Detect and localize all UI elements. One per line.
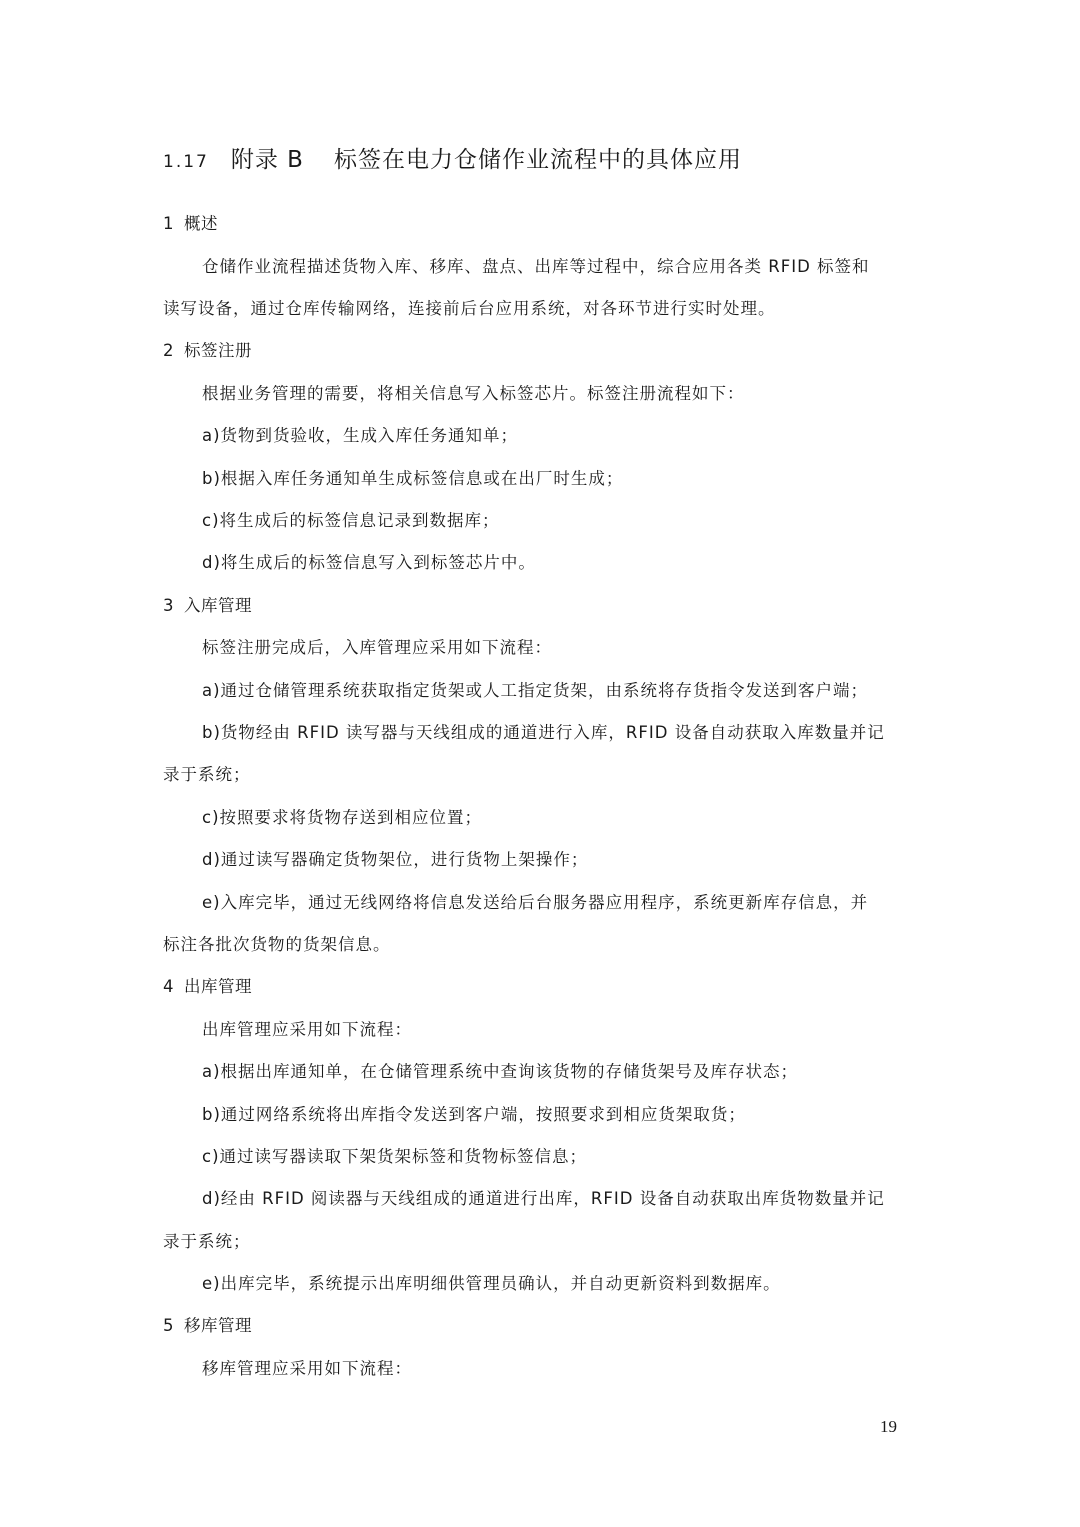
list-item: b)根据入库任务通知单生成标签信息或在出厂时生成； xyxy=(202,469,624,488)
section-number: 3 xyxy=(163,596,174,615)
section-title: 移库管理 xyxy=(184,1316,252,1335)
section-heading xyxy=(163,339,252,363)
list-item-continuation: 录于系统； xyxy=(163,765,251,784)
list-item: c)将生成后的标签信息记录到数据库； xyxy=(202,511,500,530)
list-item: d)将生成后的标签信息写入到标签芯片中。 xyxy=(202,553,536,572)
section-heading xyxy=(163,975,252,999)
list-item: b)通过网络系统将出库指令发送到客户端，按照要求到相应货架取货； xyxy=(202,1105,746,1124)
paragraph-line: 根据业务管理的需要，将相关信息写入标签芯片。标签注册流程如下： xyxy=(202,384,745,403)
list-item: c)通过读写器读取下架货架标签和货物标签信息； xyxy=(202,1147,588,1166)
list-item: a)根据出库通知单，在仓储管理系统中查询该货物的存储货架号及库存状态； xyxy=(202,1062,799,1081)
section-title: 概述 xyxy=(184,214,218,233)
section-heading xyxy=(163,212,218,236)
section-number: 2 xyxy=(163,341,174,360)
paragraph-line: 仓储作业流程描述货物入库、移库、盘点、出库等过程中，综合应用各类 RFID 标签和 xyxy=(202,257,870,276)
list-item: a)货物到货验收，生成入库任务通知单； xyxy=(202,426,519,445)
paragraph-line: 出库管理应采用如下流程： xyxy=(202,1020,412,1039)
paragraph-line: 读写设备，通过仓库传输网络，连接前后台应用系统，对各环节进行实时处理。 xyxy=(163,299,776,318)
chapter-title xyxy=(163,143,742,179)
list-item: b)货物经由 RFID 读写器与天线组成的通道进行入库，RFID 设备自动获取入库数量并记 xyxy=(202,723,885,742)
paragraph-line: 标签注册完成后，入库管理应采用如下流程： xyxy=(202,638,552,657)
section-number: 4 xyxy=(163,977,174,996)
appendix-label: 附录 B xyxy=(230,147,304,173)
list-item: a)通过仓储管理系统获取指定货架或人工指定货架，由系统将存货指令发送到客户端； xyxy=(202,681,869,700)
list-item: d)通过读写器确定货物架位，进行货物上架操作； xyxy=(202,850,589,869)
list-item: e)入库完毕，通过无线网络将信息发送给后台服务器应用程序，系统更新库存信息，并 xyxy=(202,893,869,912)
chapter-number: 1.17 xyxy=(163,152,209,172)
section-heading xyxy=(163,594,252,618)
section-title: 标签注册 xyxy=(184,341,252,360)
list-item: d)经由 RFID 阅读器与天线组成的通道进行出库，RFID 设备自动获取出库货物数量并记 xyxy=(202,1189,885,1208)
section-number: 1 xyxy=(163,214,174,233)
list-item: e)出库完毕，系统提示出库明细供管理员确认，并自动更新资料到数据库。 xyxy=(202,1274,781,1293)
section-heading xyxy=(163,1314,252,1338)
paragraph-line: 移库管理应采用如下流程： xyxy=(202,1359,412,1378)
list-item: c)按照要求将货物存送到相应位置； xyxy=(202,808,483,827)
section-number: 5 xyxy=(163,1316,174,1335)
section-title: 出库管理 xyxy=(184,977,252,996)
section-title: 入库管理 xyxy=(184,596,252,615)
list-item-continuation: 标注各批次货物的货架信息。 xyxy=(163,935,391,954)
page-number: 19 xyxy=(880,1417,897,1436)
chapter-heading-text: 标签在电力仓储作业流程中的具体应用 xyxy=(333,147,742,173)
list-item-continuation: 录于系统； xyxy=(163,1232,251,1251)
